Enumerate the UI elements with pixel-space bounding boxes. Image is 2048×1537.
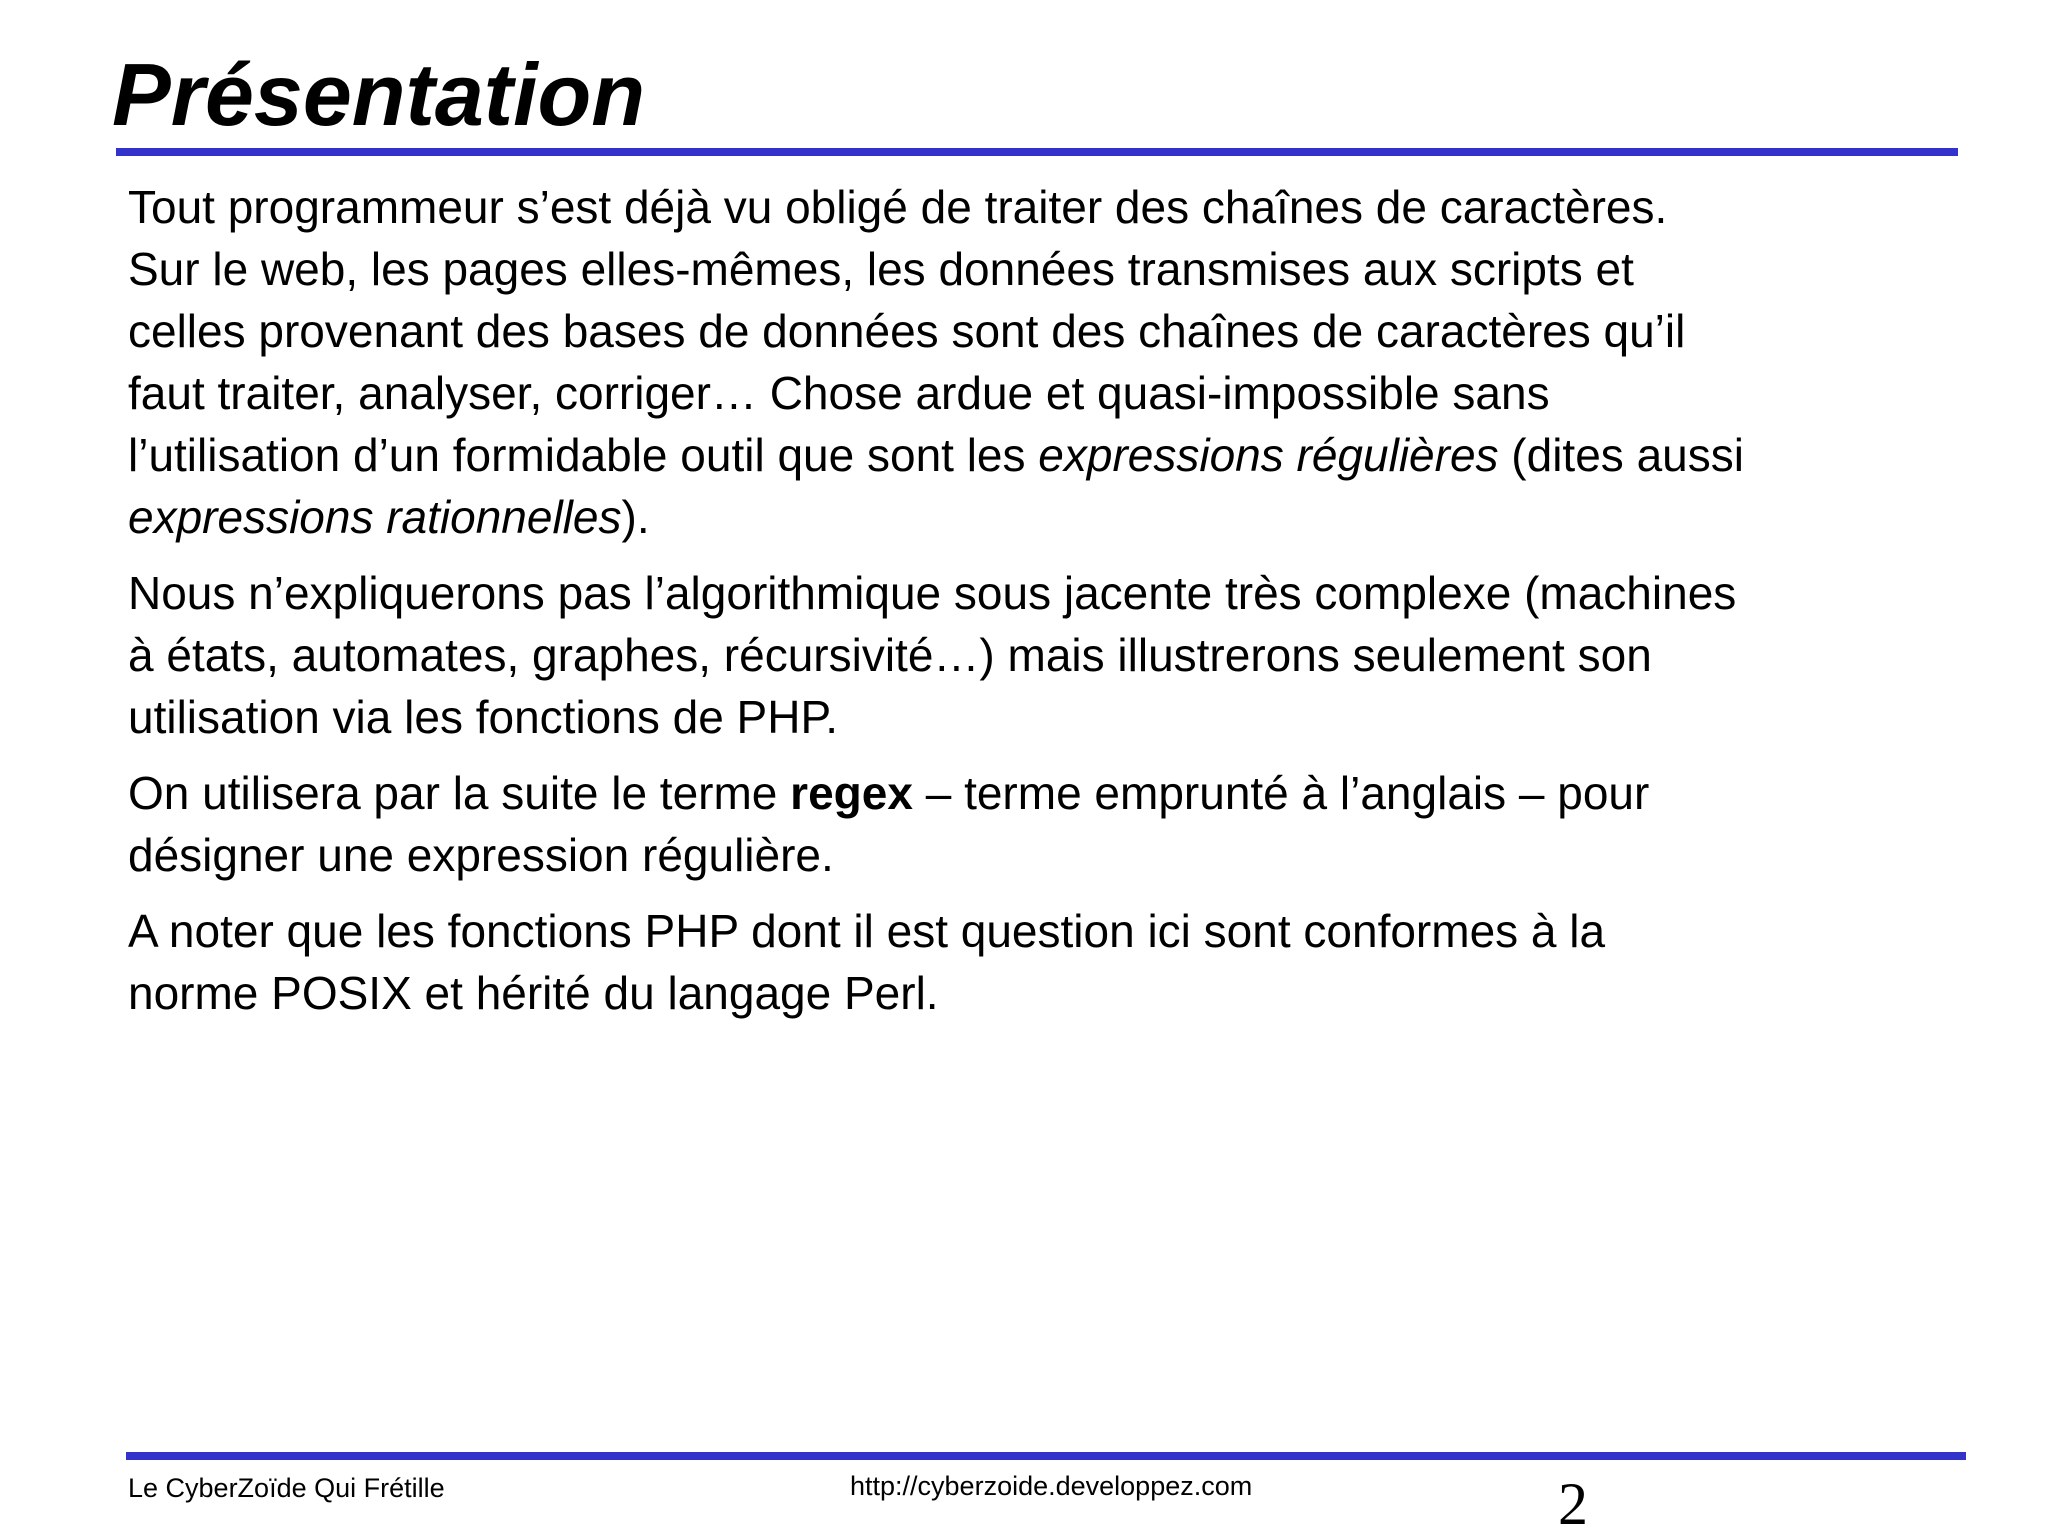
page-number: 2 — [1558, 1471, 1588, 1537]
text-segment: – terme emprunté à l’anglais – pour — [912, 767, 1650, 819]
text-line — [128, 486, 1948, 548]
text-line — [128, 424, 1948, 486]
text-line: celles provenant des bases de données sont des chaînes de caractères qu’il — [128, 305, 1686, 357]
text-segment: On utilisera par la suite le terme — [128, 767, 791, 819]
text-line: à états, automates, graphes, récursivité…) mais illustrerons seulement son — [128, 629, 1652, 681]
emphasis-term: expressions régulières — [1038, 429, 1499, 481]
text-line: faut traiter, analyser, corriger… Chose ardue et quasi-impossible sans — [128, 367, 1550, 419]
footer-url: http://cyberzoide.developpez.com — [850, 1471, 1253, 1501]
text-segment: ). — [621, 491, 650, 543]
text-segment: (dites aussi — [1498, 429, 1744, 481]
slide-body — [128, 176, 1948, 1038]
paragraph-regex-term — [128, 762, 1948, 886]
text-segment: l’utilisation d’un formidable outil que sont les — [128, 429, 1039, 481]
text-line: Sur le web, les pages elles-mêmes, les données transmises aux scripts et — [128, 243, 1634, 295]
text-line: norme POSIX et hérité du langage Perl. — [128, 967, 939, 1019]
title-underline — [116, 148, 1958, 156]
slide-title: Présentation — [112, 45, 646, 144]
paragraph-algorithm — [128, 562, 1948, 748]
text-line: utilisation via les fonctions de PHP. — [128, 691, 838, 743]
text-line: Tout programmeur s’est déjà vu obligé de traiter des chaînes de caractères. — [128, 181, 1668, 233]
text-line — [128, 762, 1948, 824]
paragraph-intro — [128, 176, 1948, 548]
text-line: Nous n’expliquerons pas l’algorithmique sous jacente très complexe (machines — [128, 567, 1737, 619]
bold-term: regex — [790, 767, 913, 819]
footer-author: Le CyberZoïde Qui Frétille — [128, 1473, 445, 1503]
paragraph-posix-note — [128, 900, 1948, 1024]
text-line: désigner une expression régulière. — [128, 829, 834, 881]
footer-rule — [126, 1452, 1966, 1460]
text-line: A noter que les fonctions PHP dont il est question ici sont conformes à la — [128, 905, 1606, 957]
emphasis-term: expressions rationnelles — [128, 491, 622, 543]
